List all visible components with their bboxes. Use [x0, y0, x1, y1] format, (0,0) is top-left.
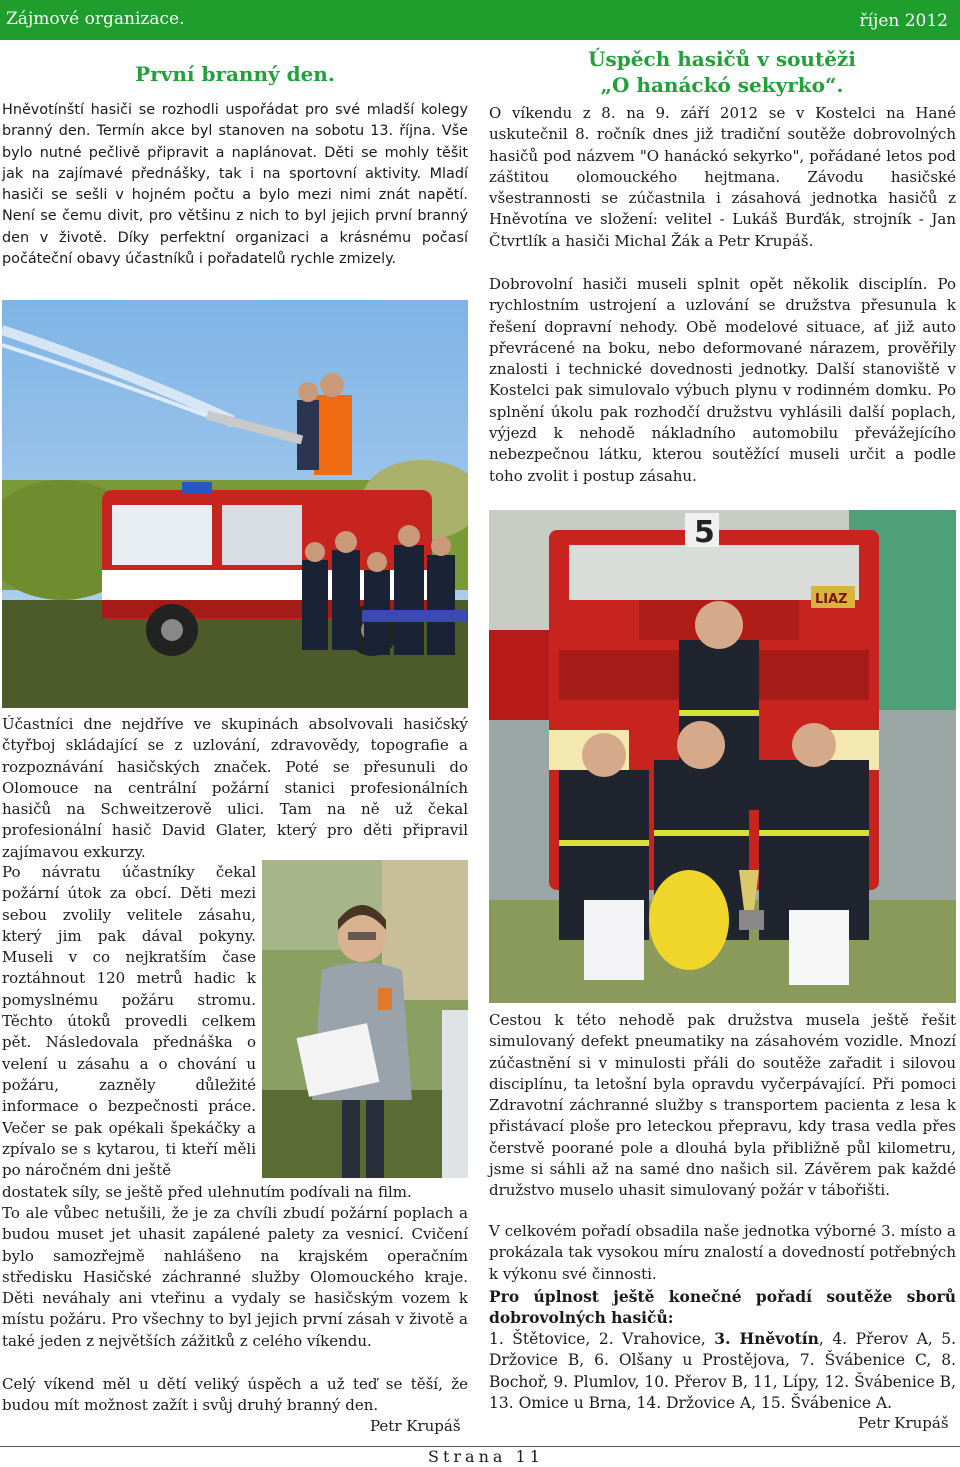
photo-team-liaz-truck — [489, 510, 956, 1003]
article-right-para2-text: Dobrovolní hasiči museli splnit opět několik disciplín. Po rychlostním ustrojení a uzlování se družstva přesunula k řešení dopravní nehody. Obě modelové situace, ať již auto převrácené na boku, nebo deformované nárazem, prověřily znalosti i technické dovednosti jednotky. Další stanoviště v Kostelci pak simulovalo výbuch plynu v rodinném domku. Po splnění úkolu pak rozhodčí družstvu vyhlásili další poplach, výjezd k nehodě nákladního automobilu převážejícího nebezpečnou látku, kterou soutěžící museli určit a podle toho zvolit i postup zásahu. — [489, 275, 956, 485]
article-left-author: Petr Krupáš — [370, 1417, 461, 1435]
article-left-intro-text: Hněvotínští hasiči se rozhodli uspořádat pro své mladší kolegy branný den. Termín akce byl stanoven na sobotu 13. října. Vše bylo nutné pečlivě připravit a naplánovat. Děti se mohly těšit jak na zajímavé přednášky, tak i na sportovní aktivity. Mladí hasiči se sešli v hojném počtu a bylo mezi nimi znát napětí. Není se čemu divit, pro většinu z nich to byl jejich první branný den v životě. Díky perfektní organizaci a krásnému počasí počáteční obavy účastníků i pořadatelů rychle zmizely. — [2, 102, 468, 268]
article-right-para3 — [489, 1010, 956, 1202]
article-right-para1 — [489, 103, 956, 252]
article-right-para4 — [489, 1221, 956, 1285]
article-left-para3-cont-text: dostatek síly, se ještě před ulehnutím podívali na film. — [2, 1183, 412, 1201]
article-left-intro — [2, 100, 468, 270]
article-right-results-heading — [489, 1286, 956, 1329]
article-left-para4-text: To ale vůbec netušili, že je za chvíli zbudí požární poplach a budou muset jet uhasit zapálené palety za vesnicí. Cvičení bylo samozřejmě nahlášeno na krajském operačním středisku Hasičské záchranné služby Olomouckého kraje. Děti neváhaly ani vteřinu a vydaly se hasičským vozem k místu požáru. Pro všechny to byl jejich první zásah v životě a také jeden z největších zážitků z celého víkendu. — [2, 1204, 468, 1350]
article-right-title-line2: „O hanáckó sekyrko“. — [600, 73, 844, 97]
results-list — [489, 1328, 956, 1414]
results-after: , 4. Přerov A, 5. Držovice B, 6. Olšany u Prostějova, 7. Švábenice C, 8. Bochoř, 9. Plumlov, 10. Přerov B, 11, Lípy, 12. Švábenice B, 13. Omice u Brna, 14. Držovice A, 15. Švábenice A. — [489, 1330, 957, 1412]
article-right-para3-text: Cestou k této nehodě pak družstva musela ještě řešit simulovaný defekt pneumatiky na zásahovém vozidle. Mnozí zúčastnění si v minulosti přáli do soutěže zařadit i silovou disciplínu, ta letošní byla opravdu vyčerpávající. Při pomoci Zdravotní záchranné služby s transportem pacienta z lesa k přistávací ploše pro leteckou přepravu, kdy trasa vedla přes čerstvě poorané pole a dlouhá byla přibližně půl kilometru, jsme si sáhli až na samé dno našich sil. Závěrem pak každé družstvo muselo uhasit simulovaný požár v tábořišti. — [489, 1011, 956, 1200]
photo-girl-participant — [262, 860, 468, 1178]
article-left-para5 — [2, 1374, 468, 1417]
photo-fire-truck-kids — [2, 300, 468, 708]
article-right-para4-text: V celkovém pořadí obsadila naše jednotka výborné 3. místo a prokázala tak vysokou míru znalostí a dovedností potřebných k výkonu své činnosti. — [489, 1222, 956, 1283]
article-right-results-heading-text: Pro úplnost ještě konečné pořadí soutěže sborů dobrovolných hasičů: — [489, 1287, 956, 1328]
article-left-para2 — [2, 714, 468, 863]
header-bar — [0, 0, 960, 40]
article-right-para2 — [489, 274, 956, 487]
article-left-para4 — [2, 1203, 468, 1352]
article-left-para3-cont — [2, 1182, 468, 1203]
results-hnevotin: 3. Hněvotín — [714, 1329, 819, 1348]
article-left-title: První branný den. — [135, 62, 335, 86]
truck-number-label: 5 — [694, 515, 715, 550]
results-before: 1. Štětovice, 2. Vrahovice, — [489, 1330, 715, 1348]
article-right-title-line1: Úspěch hasičů v soutěži — [588, 47, 856, 71]
truck-brand-label: LIAZ — [815, 592, 848, 607]
article-left-para3 — [2, 862, 256, 1181]
article-right-title — [488, 46, 956, 98]
article-right-results — [489, 1328, 956, 1414]
section-title: Zájmové organizace. — [6, 9, 185, 29]
page-number: Strana 11 — [428, 1447, 544, 1466]
article-left-para5-text: Celý víkend měl u dětí veliký úspěch a už teď se těší, že budou mít možnost zažít i svůj druhý branný den. — [2, 1375, 468, 1415]
issue-date: říjen 2012 — [859, 11, 948, 31]
article-right-para1-text: O víkendu z 8. na 9. září 2012 se v Kostelci na Hané uskutečnil 8. ročník dnes již tradiční soutěže dobrovolných hasičů pod názvem "O hanáckó sekyrko", pořádané letos pod záštitou olomouckého hejtmana. Závodu hasičské všestrannosti se zúčastnila i zásahová jednotka hasičů z Hněvotína ve složení: velitel - Lukáš Burďák, strojník - Jan Čtvrtlík a hasiči Michal Žák a Petr Krupáš. — [489, 104, 956, 250]
article-left-para3-text: Po návratu účastníky čekal požární útok za obcí. Děti mezi sebou zvolily velitele zásahu, který jim pak dával pokyny. Museli v co nejkratším čase roztáhnout 120 metrů hadic k pomyslnému požáru stromu. Těchto útoků provedli celkem pět. Následovala přednáška o velení u zásahu a o chování u požáru, zazněly důležité informace o bezpečnosti práce. Večer se pak opékali špekáčky a zpívalo se s kytarou, ti kteří měli po náročném dni ještě — [2, 863, 256, 1180]
article-left-para2-text: Účastníci dne nejdříve ve skupinách absolvovali hasičský čtyřboj skládající se z uzlování, zdravovědy, topografie a rozpoznávání hasičských značek. Poté se přesunuli do Olomouce na centrální požární stanici profesionálních hasičů na Schweitzerově ulici. Tam na ně už čekal profesionální hasič David Glater, který pro děti připravil zajímavou exkurzy. — [2, 715, 468, 861]
article-right-author: Petr Krupáš — [858, 1414, 949, 1432]
